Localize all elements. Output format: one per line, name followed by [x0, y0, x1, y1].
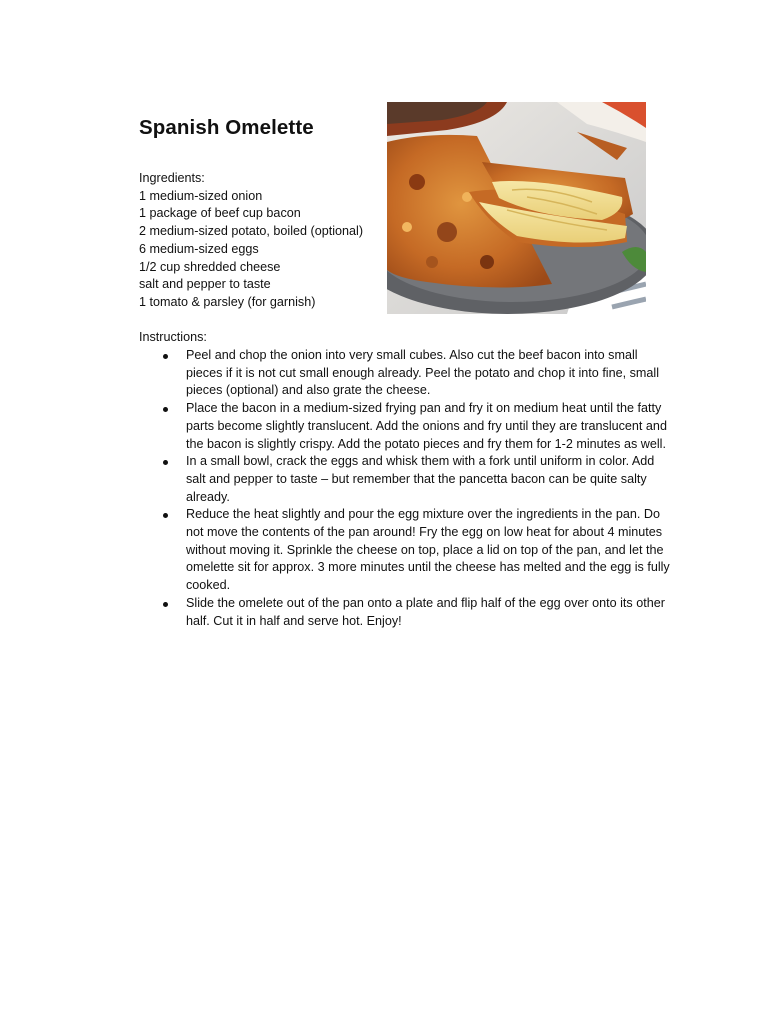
ingredient-item: 2 medium-sized potato, boiled (optional) [139, 224, 364, 239]
instruction-text: Peel and chop the onion into very small cubes. Also cut the beef bacon into small pieces if it is not cut small enough already. Peel the potato and chop it into fine, small pieces (optional) and also grate the cheese. [186, 348, 660, 398]
bullet-icon [163, 460, 168, 465]
instruction-step [139, 400, 673, 453]
instruction-text: Reduce the heat slightly and pour the egg mixture over the ingredients in the pan. Do not move the contents of the pan around! Fry the egg on low heat for about 4 minutes without moving it. Sprinkle the cheese on top, place a lid on top of the pan, and let the omelette sit for approx. 3 more minutes until the cheese has melted and the egg is fully cooked. [186, 507, 670, 593]
ingredients-section [139, 170, 379, 312]
omelette-photo [387, 102, 646, 314]
ingredient-item: 1 medium-sized onion [139, 188, 263, 203]
instruction-text: Place the bacon in a medium-sized frying pan and fry it on medium heat until the fatty parts become slightly translucent. Add the onions and fry until they are translucent and the bacon is slightly crispy. Add the potato pieces and fry them for 1-2 minutes as well. [186, 401, 667, 451]
ingredient-item: 1/2 cup shredded cheese [139, 259, 281, 274]
instructions-list [139, 347, 673, 630]
bullet-icon [163, 513, 168, 518]
ingredients-heading: Ingredients: [139, 171, 205, 185]
instruction-step [139, 595, 673, 630]
bullet-icon [163, 602, 168, 607]
instruction-step [139, 347, 673, 400]
instruction-text: In a small bowl, crack the eggs and whisk them with a fork until uniform in color. Add salt and pepper to taste – but remember that the pancetta bacon can be quite salty already. [186, 454, 655, 504]
instructions-heading: Instructions: [139, 330, 207, 344]
page-title: Spanish Omelette [139, 116, 314, 139]
ingredient-item: 1 package of beef cup bacon [139, 206, 301, 221]
instruction-text: Slide the omelete out of the pan onto a plate and flip half of the egg over onto its other half. Cut it in half and serve hot. Enjoy! [186, 595, 665, 628]
omelette-illustration [387, 102, 646, 314]
bullet-icon [163, 354, 168, 359]
ingredient-item: salt and pepper to taste [139, 277, 271, 292]
ingredient-item: 6 medium-sized eggs [139, 241, 259, 256]
instruction-step [139, 506, 673, 595]
bullet-icon [163, 407, 168, 412]
ingredient-item: 1 tomato & parsley (for garnish) [139, 294, 316, 309]
instruction-step [139, 453, 673, 506]
